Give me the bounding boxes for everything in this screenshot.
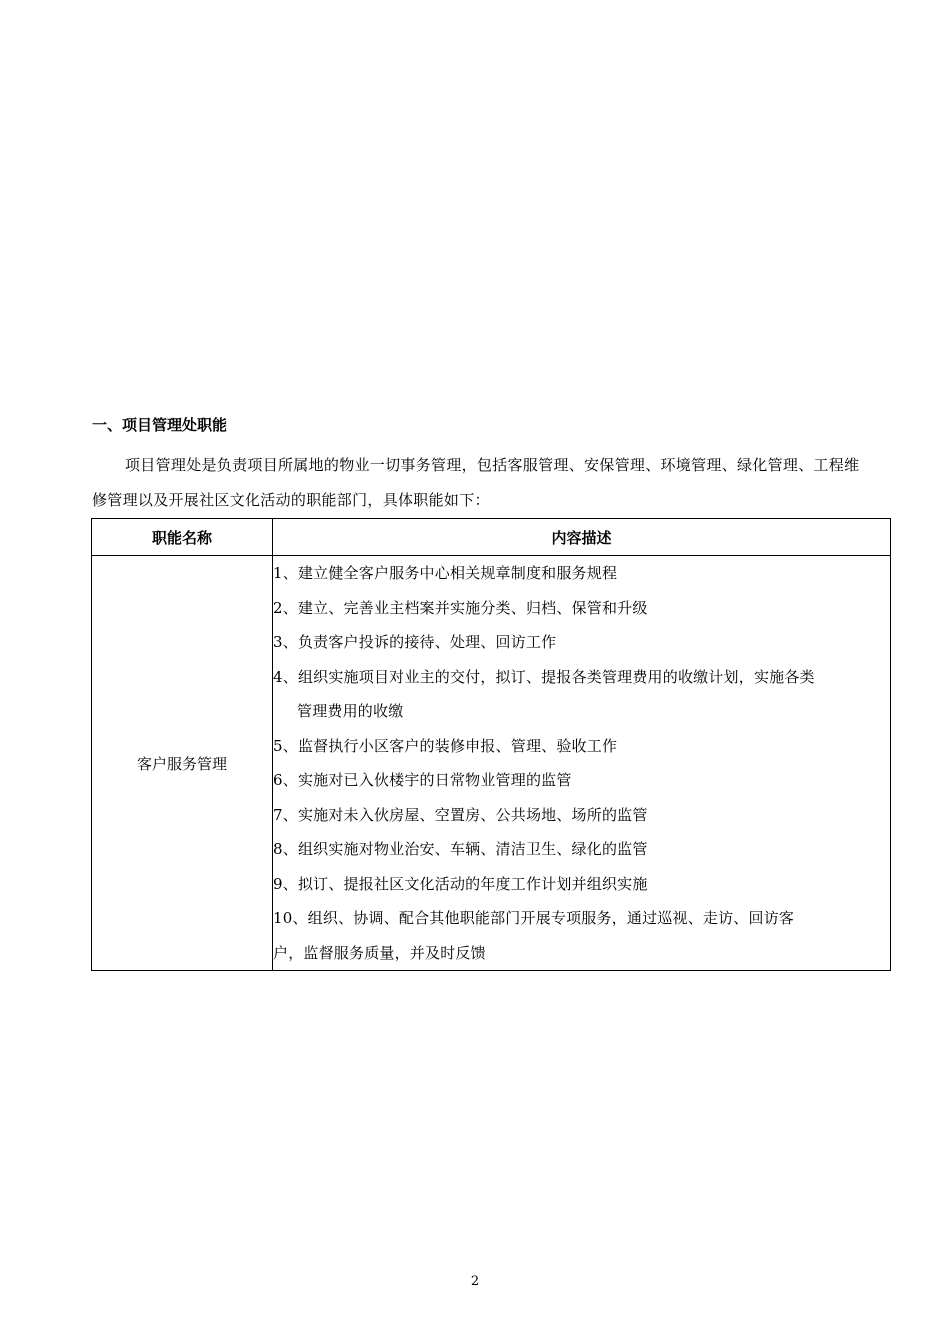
duty-item-continuation: 户，监督服务质量，并及时反馈 [273, 943, 486, 962]
page-number: 2 [470, 1274, 480, 1289]
duty-item: 6、实施对已入伙楼宇的日常物业管理的监管 [273, 771, 572, 789]
duty-item: 1、建立健全客户服务中心相关规章制度和服务规程 [273, 564, 618, 582]
duty-item: 9、拟订、提报社区文化活动的年度工作计划并组织实施 [273, 874, 648, 893]
duty-item: 5、监督执行小区客户的装修申报、管理、验收工作 [273, 736, 618, 755]
intro-paragraph: 项目管理处是负责项目所属地的物业一切事务管理，包括客服管理、安保管理、环境管理、绿化管理、工程维修管理以及开展社区文化活动的职能部门，具体职能如下： [92, 456, 860, 509]
column-header-description: 内容描述 [273, 519, 891, 556]
function-name-cell: 客户服务管理 [92, 556, 273, 971]
section-heading: 一、项目管理处职能 [92, 416, 228, 434]
duty-item: 8、组织实施对物业治安、车辆、清洁卫生、绿化的监管 [273, 840, 648, 858]
duty-item-continuation: 管理费用的收缴 [297, 702, 404, 720]
duty-item: 7、实施对未入伙房屋、空置房、公共场地、场所的监管 [273, 805, 648, 824]
duty-item: 10、组织、协调、配合其他职能部门开展专项服务，通过巡视、走访、回访客 [273, 909, 795, 927]
table-row [92, 556, 891, 971]
function-description-cell [273, 556, 891, 971]
duty-item: 3、负责客户投诉的接待、处理、回访工作 [273, 633, 557, 651]
duty-item: 2、建立、完善业主档案并实施分类、归档、保管和升级 [273, 598, 648, 617]
column-header-name: 职能名称 [92, 519, 273, 556]
functions-table [91, 518, 891, 971]
duty-list [273, 556, 890, 970]
table-header-row [92, 519, 891, 556]
duty-item: 4、组织实施项目对业主的交付，拟订、提报各类管理费用的收缴计划，实施各类 [273, 667, 815, 686]
